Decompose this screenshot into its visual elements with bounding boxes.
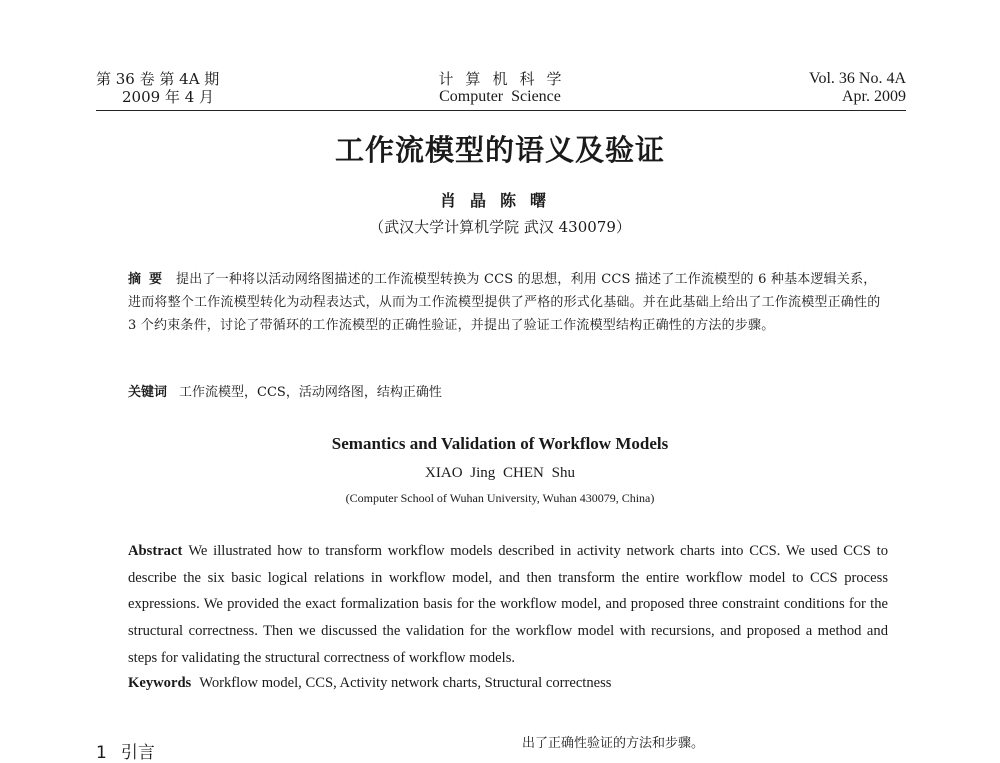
volume-issue-en: Vol. 36 No. 4A <box>808 70 906 87</box>
volume-issue-text: 第 36 卷 第 4A 期 <box>96 70 220 88</box>
paper-title-cn: 工作流模型的语义及验证 <box>334 133 665 167</box>
keywords-en <box>128 675 611 692</box>
section-1-heading <box>96 738 155 763</box>
column2-text: 出了正确性验证的方法和步骤。 <box>522 736 705 751</box>
affiliation-en: (Computer School of Wuhan University, Wuhan 430079, China) <box>345 491 655 505</box>
journal-name-cn: 计算机科学 <box>438 70 574 88</box>
abstract-en <box>128 538 888 672</box>
keywords-cn <box>128 381 442 400</box>
abstract-en-label: Abstract <box>128 543 183 559</box>
header-rule <box>96 110 906 111</box>
affiliation-cn: （武汉大学计算机学院 武汉 430079） <box>369 218 631 236</box>
journal-name-en: Computer Science <box>439 88 561 105</box>
issue-date-en: Apr. 2009 <box>842 88 906 105</box>
keywords-en-text: Workflow model, CCS, Activity network charts, Structural correctness <box>199 675 612 691</box>
abstract-en-text: We illustrated how to transform workflow models described in activity network charts into CCS. We used CCS to describe the six basic logical relations in workflow model, and then transform the entire workflow model to CCS process expressions. We provided the exact formalization basis for the workflow model, and proposed three constraint conditions for the structural correctness. Then we discussed the validation for the workflow model with recursions, and proposed a method and steps for validating the structural correctness of workflow models. <box>128 543 888 666</box>
journal-name <box>420 70 580 106</box>
journal-volume-issue <box>96 70 219 106</box>
keywords-cn-label: 关键词 <box>128 385 168 400</box>
section-title: 引言 <box>120 743 155 763</box>
paper-title-en: Semantics and Validation of Workflow Models <box>331 434 669 453</box>
keywords-cn-text: 工作流模型，CCS，活动网络图，结构正确性 <box>179 385 442 400</box>
section-number: 1 <box>96 743 107 763</box>
keywords-en-label: Keywords <box>128 675 192 691</box>
journal-volume-en <box>809 70 906 106</box>
authors-en: XIAO Jing CHEN Shu <box>425 465 575 481</box>
abstract-cn-text: 提出了一种将以活动网络图描述的工作流模型转换为 CCS 的思想，利用 CCS 描述了工作流模型的 6 种基本逻辑关系，进而将整个工作流模型转化为动程表达式，从而为工作流模型提供了严格的形式化基础。并在此基础上给出了工作流模型正确性的 3 个约束条件，讨论了带循环的工作流模型的正确性验证，并提出了验证工作流模型结构正确性的方法的步骤。 <box>128 272 881 333</box>
authors-cn: 肖晶陈曙 <box>439 191 560 210</box>
abstract-cn <box>128 268 888 337</box>
abstract-cn-label: 摘要 <box>128 272 171 287</box>
issue-date-cn: 2009 年 4 月 <box>122 88 215 106</box>
